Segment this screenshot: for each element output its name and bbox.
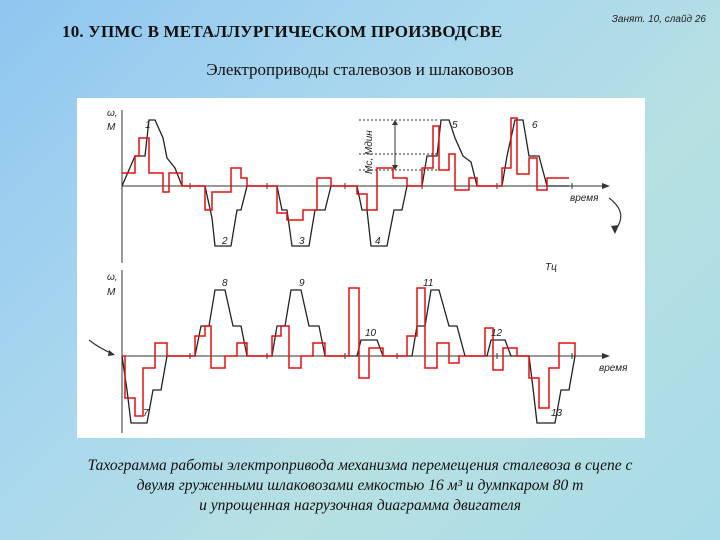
lower-tachogram: [89, 262, 628, 433]
point-9: 9: [299, 278, 305, 289]
lower-x-arrow: [602, 353, 610, 359]
point-2: 2: [222, 236, 228, 247]
upper-cycle-arrowhead: [611, 225, 619, 234]
upper-m-label: M: [107, 122, 116, 133]
point-10: 10: [365, 328, 377, 339]
upper-time-label: время: [570, 193, 599, 204]
caption-line-3: и упрощенная нагрузочная диаграмма двигателя: [199, 497, 521, 514]
point-4: 4: [375, 236, 381, 247]
caption-line-1: Тахограмма работы электропривода механизма перемещения сталевоза в сцепе с: [87, 457, 633, 474]
lower-time-label: время: [599, 363, 628, 374]
lower-omega-label: ω,: [107, 272, 118, 283]
lower-m-label: M: [107, 287, 116, 298]
mc-mdyn-label: Mc, Mдин: [364, 130, 375, 174]
point-3: 3: [299, 236, 305, 247]
caption-line-2: двумя груженными шлаковозами емкостью 16 м³ и думпкаром 80 т: [136, 477, 584, 494]
mc-arrow-up: [392, 120, 398, 125]
slide-subtitle: Электроприводы сталевозов и шлаковозов: [206, 60, 514, 79]
point-13: 13: [551, 408, 563, 419]
upper-tachogram: [107, 108, 621, 263]
slide-number: Занят. 10, слайд 26: [611, 14, 706, 25]
upper-cycle-arrow: [609, 198, 621, 230]
figure-caption: [22, 456, 698, 516]
point-7: 7: [143, 408, 149, 419]
lower-torque-curve: [122, 288, 575, 416]
tachogram-diagram: [77, 98, 645, 438]
point-1: 1: [145, 120, 151, 131]
point-8: 8: [222, 278, 228, 289]
upper-x-arrow: [602, 183, 610, 189]
upper-torque-curve: [122, 118, 569, 220]
tc-label: Tц: [545, 262, 557, 273]
lower-cycle-arrowhead: [108, 350, 115, 356]
point-5: 5: [452, 120, 458, 131]
point-11: 11: [423, 278, 434, 289]
slide-title: 10. УПМС В МЕТАЛЛУРГИЧЕСКОМ ПРОИЗВОДСВЕ: [62, 22, 503, 41]
point-12: 12: [491, 328, 503, 339]
upper-omega-label: ω,: [107, 108, 118, 119]
point-6: 6: [532, 120, 538, 131]
